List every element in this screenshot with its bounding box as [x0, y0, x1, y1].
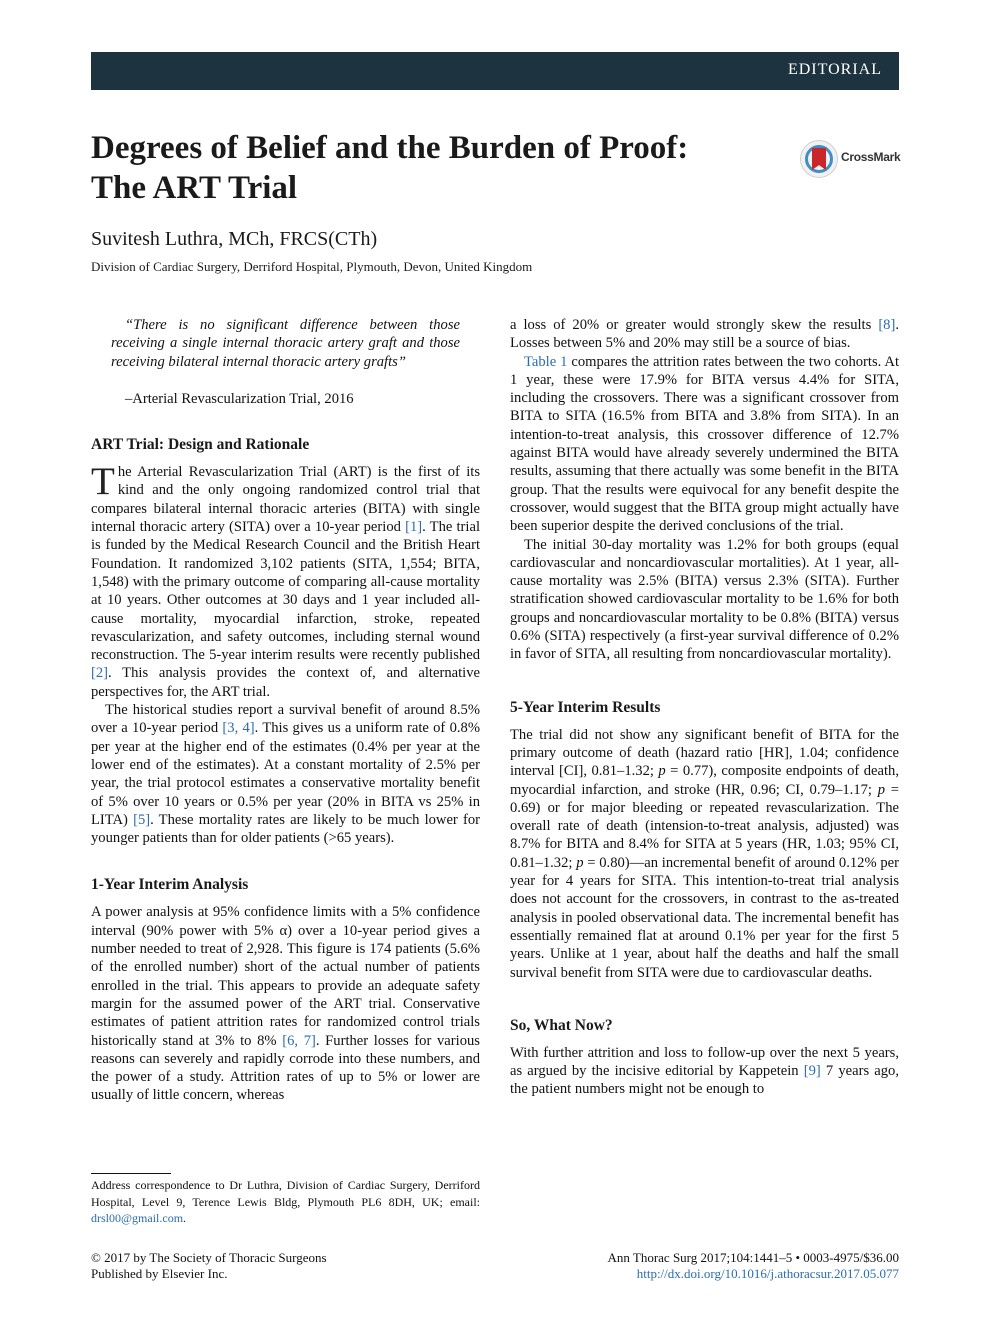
table-link[interactable]: Table 1	[524, 353, 568, 370]
citation-link[interactable]: [6, 7]	[282, 1032, 316, 1049]
section-heading-so-what-now: So, What Now?	[510, 1016, 613, 1034]
correspondence-note: Address correspondence to Dr Luthra, Division of Cardiac Surgery, Derriford Hospital, Level 9, Terence Lewis Bldg, Plymouth PL6 8DH, UK; email: drsl00@gmail.com.	[91, 1178, 480, 1225]
paragraph-attrition-2: Table 1 compares the attrition rates between the two cohorts. At 1 year, these were 17.9% for BITA versus 4.4% for SITA, including the crossovers. There was a significant crossover from BITA to SITA (16.5% from BITA and 3.8% from SITA). In an intention-to-treat analysis, this crossover difference of 12.7% against BITA would have already severely undermined the BITA results, assuming that there actually was some benefit in the BITA group. That the results were equivocal for any benefit despite the crossover, would suggest that the BITA group might actually have been superior despite the derived conclusions of the trial.	[510, 353, 899, 535]
paragraph-interim-5yr: The trial did not show any significant benefit of BITA for the primary outcome of death (hazard ratio [HR], 1.04; confidence interval [CI], 0.81–1.32; p = 0.77), composite endpoints of death, myocardial infarction, and stroke (HR, 0.96; CI, 0.79–1.17; p = 0.69) or for major bleeding or repeated revascularization. The overall rate of death (intension-to-treat analysis, adjusted) was 8.7% for BITA and 8.4% for SITA at 5 years (HR, 1.03; 95% CI, 0.81–1.32; p = 0.80)—an incremental benefit of around 0.12% per year for 4 years for SITA. This intention-to-treat trial analysis does not account for the crossovers, in contrast to the as-treated analysis in pooled observational data. The incremental benefit has essentially remained flat at around 0.1% per year for the first 5 years. Unlike at 1 year, about half the deaths and half the small survival benefit from SITA were due to cardiovascular deaths.	[510, 726, 900, 981]
copyright-line: © 2017 by The Society of Thoracic Surgeons	[91, 1250, 327, 1265]
author-name: Suvitesh Luthra, MCh, FRCS(CTh)	[91, 228, 378, 250]
crossmark-label: CrossMark	[841, 150, 901, 164]
citation-link[interactable]: [3, 4]	[222, 720, 255, 737]
epigraph-source: –Arterial Revascularization Trial, 2016	[125, 390, 354, 407]
paragraph-attrition-1: a loss of 20% or greater would strongly skew the results [8]. Losses between 5% and 20% may still be a source of bias.	[510, 317, 899, 352]
paragraph-interim-1yr: A power analysis at 95% confidence limits with a 5% confidence interval (90% power with 5% α) over a 10-year period gives a number needed to treat of 2,928. This figure is 174 patients (5.6% of the enrolled number) short of the actual number of patients enrolled in the trial. This appears to provide an adequate safety margin for the assumed power of the ART trial. Conservative estimates of patient attrition rates for randomized control trials historically stand at 3% to 8% [6, 7]. Further losses for various reasons can severely and rapidly corrode into these numbers, and the power of a study. Attrition rates of up to 5% or lower are usually of little concern, whereas	[91, 904, 480, 1104]
paragraph-so-what-now: With further attrition and loss to follow-up over the next 5 years, as argued by the incisive editorial by Kappetein [9] 7 years ago, the patient numbers might not be enough to	[510, 1044, 899, 1098]
citation-link[interactable]: [5]	[133, 811, 151, 828]
citation-link[interactable]: [2]	[91, 665, 109, 682]
paragraph-design-2: The historical studies report a survival benefit of around 8.5% over a 10-year period [3, 4]. This gives us a uniform rate of 0.8% per year at the higher end of the estimates (0.4% per year at the lower end of the estimates). At a constant mortality of 2.5% per year, the trial protocol estimates a conservative mortality benefit of 5% over 10 years or 0.5% per year (20% in BITA vs 25% in LITA) [5]. These mortality rates are likely to be much lower for younger patients than for older patients (>65 years).	[91, 702, 480, 847]
paragraph-mortality: The initial 30-day mortality was 1.2% for both groups (equal cardiovascular and noncardiovascular mortalities). At 1 year, all-cause mortality was 2.5% (BITA) versus 2.3% (SITA). Further stratification showed cardiovascular mortality to be 1.6% for both groups and noncardiovascular mortality to be 0.8% (BITA) versus 0.6% (SITA) respectively (a first-year survival difference of 0.2% in favor of SITA, all resulting from noncardiovascular mortality).	[510, 536, 899, 663]
right-column	[510, 316, 899, 1099]
journal-citation: Ann Thorac Surg 2017;104:1441–5 • 0003-4975/$36.00	[607, 1250, 899, 1265]
footer-right	[607, 1250, 899, 1282]
epigraph	[91, 316, 480, 408]
crossmark-icon	[800, 140, 838, 178]
paragraph-design-1: The Arterial Revascularization Trial (ART) is the first of its kind and the only ongoing randomized control trial that compares bilateral internal thoracic arteries (BITA) with single internal thoracic artery (SITA) over a 10-year period [1]. The trial is funded by the Medical Research Council and the British Heart Foundation. It randomized 3,102 patients (SITA, 1,554; BITA, 1,548) with the primary outcome of comparing all-cause mortality at 10 years. Other outcomes at 30 days and 1 year included all-cause mortality, myocardial infarction, stroke, repeated revascularization, and safety outcomes, including sternal wound reconstruction. The 5-year interim results were recently published [2]. This analysis provides the context of, and alternative perspectives for, the ART trial.	[91, 460, 480, 700]
doi-link[interactable]: http://dx.doi.org/10.1016/j.athoracsur.2017.05.077	[636, 1266, 899, 1281]
section-heading-interim-5yr: 5-Year Interim Results	[510, 698, 661, 716]
citation-link[interactable]: [1]	[405, 519, 423, 536]
citation-link[interactable]: [8]	[878, 317, 896, 333]
section-heading-design: ART Trial: Design and Rationale	[91, 436, 310, 454]
section-label: EDITORIAL	[787, 61, 882, 78]
epigraph-quote: “There is no significant difference between those receiving a single internal thoracic artery graft and those receiving bilateral internal thoracic artery grafts”	[111, 317, 460, 370]
publisher-line: Published by Elsevier Inc.	[91, 1266, 228, 1281]
title-line-2: The ART Trial	[91, 170, 298, 206]
email-link[interactable]: drsl00@gmail.com	[91, 1211, 184, 1225]
crossmark-badge[interactable]	[800, 140, 910, 180]
article-title	[91, 128, 791, 208]
title-line-1: Degrees of Belief and the Burden of Proof:	[91, 130, 689, 166]
footnote-rule	[91, 1173, 171, 1174]
footer-left	[91, 1250, 327, 1282]
author-affiliation: Division of Cardiac Surgery, Derriford Hospital, Plymouth, Devon, United Kingdom	[91, 259, 533, 274]
section-heading-interim-1yr: 1-Year Interim Analysis	[91, 876, 249, 894]
section-banner	[91, 52, 899, 90]
drop-cap: T	[91, 460, 115, 504]
left-column	[91, 316, 480, 1105]
citation-link[interactable]: [9]	[803, 1063, 821, 1080]
